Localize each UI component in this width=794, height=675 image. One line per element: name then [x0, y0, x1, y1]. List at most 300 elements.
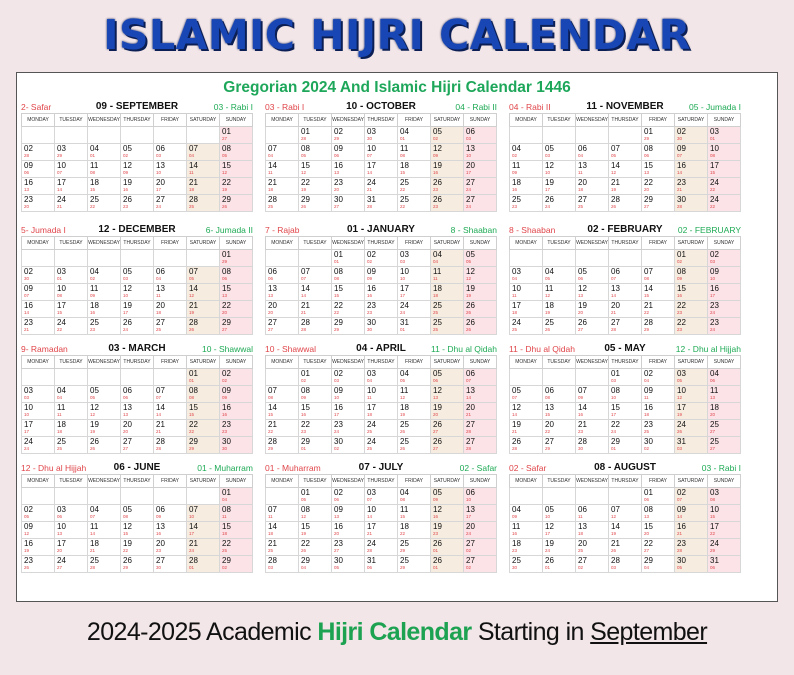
gregorian-day: 17 [57, 539, 66, 548]
gregorian-day: 06 [156, 267, 165, 276]
hijri-day: 22 [710, 204, 716, 209]
day-cell [398, 301, 431, 318]
gregorian-day: 19 [90, 420, 99, 429]
weekday-header: SUNDAY [220, 475, 253, 488]
hijri-day: 15 [545, 412, 551, 417]
hijri-day: 21 [466, 412, 472, 417]
hijri-day: 27 [334, 204, 340, 209]
footer-underlined: September [590, 618, 708, 646]
gregorian-day: 07 [644, 267, 653, 276]
hijri-day: 17 [611, 412, 617, 417]
hijri-month-end-label: 03 - Rabi I [213, 102, 253, 112]
day-cell [55, 144, 88, 161]
day-cell [121, 161, 154, 178]
hijri-day: 22 [268, 429, 274, 434]
gregorian-day: 14 [268, 161, 277, 170]
hijri-day: 19 [611, 531, 617, 536]
day-cell [332, 556, 365, 573]
gregorian-day: 04 [57, 386, 66, 395]
hijri-day: 24 [710, 327, 716, 332]
gregorian-day: 14 [189, 284, 198, 293]
gregorian-day: 07 [189, 144, 198, 153]
day-cell [708, 284, 741, 301]
gregorian-day: 25 [90, 195, 99, 204]
gregorian-day: 01 [222, 488, 231, 497]
hijri-day: 25 [578, 204, 584, 209]
hijri-day: 19 [189, 310, 195, 315]
month-block [21, 462, 253, 573]
hijri-day: 24 [466, 187, 472, 192]
hijri-day: 27 [123, 446, 129, 451]
hijri-day: 22 [400, 204, 406, 209]
hijri-day: 06 [24, 170, 30, 175]
hijri-day: 25 [222, 548, 228, 553]
weekday-header: SUNDAY [708, 114, 741, 127]
gregorian-day: 15 [301, 522, 310, 531]
gregorian-day: 15 [222, 161, 231, 170]
gregorian-day: 21 [189, 301, 198, 310]
gregorian-day: 20 [466, 522, 475, 531]
day-cell [121, 386, 154, 403]
day-cell [299, 420, 332, 437]
hijri-day: 28 [367, 204, 373, 209]
hijri-day: 15 [123, 531, 129, 536]
day-cell [365, 301, 398, 318]
hijri-day: 07 [156, 395, 162, 400]
day-cell [675, 267, 708, 284]
gregorian-day: 24 [57, 556, 66, 565]
hijri-day: 02 [677, 259, 683, 264]
gregorian-day: 29 [222, 195, 231, 204]
hijri-day: 09 [156, 514, 162, 519]
gregorian-day: 31 [367, 556, 376, 565]
gregorian-day: 20 [611, 301, 620, 310]
hijri-day: 24 [611, 429, 617, 434]
footer-text-2: Starting in [471, 618, 591, 646]
gregorian-day: 04 [400, 369, 409, 378]
gregorian-day: 26 [545, 195, 554, 204]
day-cell [22, 539, 55, 556]
gregorian-day: 03 [512, 267, 521, 276]
weekday-header: SATURDAY [187, 475, 220, 488]
day-cell [365, 144, 398, 161]
weekday-header: MONDAY [22, 237, 55, 250]
gregorian-day: 03 [710, 127, 719, 136]
day-cell [187, 505, 220, 522]
day-cell [398, 522, 431, 539]
day-cell [464, 267, 497, 284]
hijri-day: 29 [57, 153, 63, 158]
gregorian-day: 31 [677, 437, 686, 446]
hijri-day: 19 [90, 429, 96, 434]
gregorian-day: 05 [123, 144, 132, 153]
day-cell [464, 178, 497, 195]
gregorian-day: 17 [400, 284, 409, 293]
hijri-day: 27 [222, 327, 228, 332]
gregorian-day: 30 [677, 195, 686, 204]
gregorian-day: 07 [611, 144, 620, 153]
day-cell [266, 369, 299, 386]
day-cell [576, 318, 609, 335]
weekday-header: FRIDAY [642, 237, 675, 250]
day-cell [154, 127, 187, 144]
gregorian-day: 03 [57, 267, 66, 276]
day-cell [365, 386, 398, 403]
hijri-day: 14 [156, 412, 162, 417]
day-cell [543, 127, 576, 144]
hijri-day: 21 [677, 187, 683, 192]
gregorian-day: 20 [578, 178, 587, 187]
day-cell [609, 161, 642, 178]
hijri-month-start-label: 7 - Rajab [265, 225, 300, 235]
hijri-day: 28 [367, 548, 373, 553]
gregorian-day: 01 [644, 488, 653, 497]
hijri-day: 17 [466, 514, 472, 519]
day-cell [88, 127, 121, 144]
day-cell [642, 539, 675, 556]
day-cell [220, 144, 253, 161]
day-cell [510, 301, 543, 318]
day-cell [464, 522, 497, 539]
gregorian-day: 26 [433, 556, 442, 565]
day-cell [266, 420, 299, 437]
month-name: 10 - OCTOBER [346, 101, 416, 112]
day-cell [266, 556, 299, 573]
month-block [21, 101, 253, 212]
day-cell [464, 250, 497, 267]
gregorian-day: 28 [268, 437, 277, 446]
gregorian-day: 30 [334, 437, 343, 446]
day-cell [220, 267, 253, 284]
day-cell [332, 437, 365, 454]
day-cell [675, 284, 708, 301]
month-header [509, 224, 741, 236]
hijri-day: 12 [466, 276, 472, 281]
hijri-day: 15 [400, 514, 406, 519]
hijri-day: 01 [301, 446, 307, 451]
day-cell [576, 556, 609, 573]
day-cell [398, 144, 431, 161]
day-cell [398, 127, 431, 144]
gregorian-day: 02 [644, 369, 653, 378]
gregorian-day: 16 [334, 161, 343, 170]
gregorian-day: 12 [123, 284, 132, 293]
hijri-day: 09 [512, 170, 518, 175]
gregorian-day: 26 [433, 195, 442, 204]
hijri-day: 10 [545, 514, 551, 519]
gregorian-day: 28 [578, 437, 587, 446]
gregorian-day: 22 [301, 178, 310, 187]
day-cell [332, 178, 365, 195]
gregorian-day: 18 [400, 403, 409, 412]
day-cell [121, 178, 154, 195]
gregorian-day: 17 [367, 522, 376, 531]
hijri-day: 13 [268, 293, 274, 298]
day-cell [365, 250, 398, 267]
gregorian-day: 24 [710, 178, 719, 187]
day-cell [576, 488, 609, 505]
day-cell [642, 127, 675, 144]
gregorian-day: 14 [189, 161, 198, 170]
day-cell [154, 369, 187, 386]
day-cell [431, 403, 464, 420]
gregorian-day: 05 [123, 505, 132, 514]
gregorian-day: 08 [334, 267, 343, 276]
day-cell [464, 386, 497, 403]
gregorian-day: 21 [189, 178, 198, 187]
gregorian-day: 05 [433, 488, 442, 497]
day-cell [675, 420, 708, 437]
day-cell [510, 556, 543, 573]
footer-text-1: 2024-2025 Academic [86, 618, 318, 646]
hijri-day: 12 [677, 395, 683, 400]
day-cell [299, 556, 332, 573]
day-cell [88, 403, 121, 420]
weekday-header: FRIDAY [154, 237, 187, 250]
gregorian-day: 10 [57, 161, 66, 170]
weekday-header: WEDNESDAY [88, 114, 121, 127]
day-cell [708, 556, 741, 573]
day-cell [609, 301, 642, 318]
day-cell [88, 437, 121, 454]
gregorian-day: 12 [466, 267, 475, 276]
gregorian-day: 31 [367, 195, 376, 204]
day-cell [22, 556, 55, 573]
hijri-day: 23 [90, 327, 96, 332]
month-header [21, 101, 253, 113]
day-cell [299, 301, 332, 318]
hijri-day: 22 [644, 310, 650, 315]
hijri-day: 13 [578, 293, 584, 298]
day-cell [431, 161, 464, 178]
day-cell [576, 284, 609, 301]
gregorian-day: 07 [301, 267, 310, 276]
gregorian-day: 23 [677, 178, 686, 187]
hijri-day: 26 [611, 204, 617, 209]
day-cell [332, 318, 365, 335]
hijri-day: 07 [90, 514, 96, 519]
day-cell [22, 195, 55, 212]
gregorian-day: 18 [545, 301, 554, 310]
day-cell [576, 127, 609, 144]
day-cell [398, 178, 431, 195]
gregorian-day: 03 [710, 488, 719, 497]
hijri-day: 06 [268, 276, 274, 281]
day-cell [431, 178, 464, 195]
hijri-day: 06 [367, 565, 373, 570]
gregorian-day: 08 [677, 267, 686, 276]
hijri-day: 14 [367, 170, 373, 175]
gregorian-day: 09 [24, 522, 33, 531]
hijri-month-end-label: 03 - Rabi I [701, 463, 741, 473]
day-cell [642, 369, 675, 386]
hijri-day: 15 [644, 293, 650, 298]
weekday-header: THURSDAY [365, 475, 398, 488]
day-cell [675, 301, 708, 318]
day-cell [299, 161, 332, 178]
hijri-day: 24 [400, 310, 406, 315]
weekday-header: TUESDAY [55, 237, 88, 250]
gregorian-day: 27 [156, 318, 165, 327]
day-cell [464, 161, 497, 178]
gregorian-day: 15 [301, 161, 310, 170]
hijri-day: 26 [301, 548, 307, 553]
weekday-header: FRIDAY [398, 114, 431, 127]
hijri-day: 29 [334, 327, 340, 332]
hijri-day: 27 [334, 548, 340, 553]
hijri-day: 05 [24, 514, 30, 519]
day-cell [675, 488, 708, 505]
day-cell [576, 539, 609, 556]
hijri-day: 06 [710, 378, 716, 383]
gregorian-day: 26 [433, 437, 442, 446]
hijri-day: 15 [400, 170, 406, 175]
hijri-day: 23 [677, 310, 683, 315]
day-cell [510, 195, 543, 212]
hijri-day: 11 [367, 395, 372, 400]
weekday-header: THURSDAY [609, 237, 642, 250]
day-cell [431, 437, 464, 454]
day-cell [708, 267, 741, 284]
gregorian-day: 15 [644, 161, 653, 170]
hijri-day: 15 [334, 293, 340, 298]
gregorian-day: 01 [222, 250, 231, 259]
hijri-day: 29 [222, 259, 228, 264]
gregorian-day: 03 [367, 369, 376, 378]
weekday-header: FRIDAY [154, 356, 187, 369]
hijri-day: 08 [57, 293, 63, 298]
hijri-day: 13 [334, 514, 340, 519]
day-cell [332, 127, 365, 144]
gregorian-day: 12 [545, 522, 554, 531]
gregorian-day: 18 [90, 178, 99, 187]
hijri-day: 24 [710, 310, 716, 315]
gregorian-day: 25 [400, 178, 409, 187]
day-cell [299, 178, 332, 195]
day-cell [55, 522, 88, 539]
weekday-header: FRIDAY [642, 114, 675, 127]
hijri-day: 06 [578, 276, 584, 281]
hijri-day: 18 [222, 531, 228, 536]
hijri-day: 25 [644, 429, 650, 434]
day-cell [22, 301, 55, 318]
hijri-day: 02 [301, 378, 307, 383]
day-cell [365, 556, 398, 573]
hijri-day: 22 [57, 327, 63, 332]
day-cell [464, 195, 497, 212]
day-cell [220, 178, 253, 195]
day-cell [708, 178, 741, 195]
hijri-day: 04 [578, 153, 584, 158]
gregorian-day: 19 [512, 420, 521, 429]
gregorian-day: 09 [334, 144, 343, 153]
hijri-day: 10 [156, 170, 162, 175]
day-cell [398, 556, 431, 573]
hijri-day: 11 [156, 293, 161, 298]
gregorian-day: 16 [334, 522, 343, 531]
weekday-header: SUNDAY [220, 114, 253, 127]
weekday-header: SUNDAY [464, 237, 497, 250]
day-cell [88, 250, 121, 267]
weekday-header: SATURDAY [431, 475, 464, 488]
gregorian-day: 04 [90, 144, 99, 153]
hijri-day: 22 [710, 531, 716, 536]
hijri-day: 24 [466, 531, 472, 536]
month-header [21, 343, 253, 355]
hijri-day: 06 [123, 395, 129, 400]
gregorian-day: 14 [268, 522, 277, 531]
hijri-day: 28 [466, 429, 472, 434]
hijri-day: 19 [466, 293, 472, 298]
hijri-day: 12 [301, 170, 307, 175]
weekday-header: SATURDAY [431, 114, 464, 127]
hijri-day: 16 [512, 531, 518, 536]
hijri-day: 29 [189, 446, 195, 451]
day-cell [431, 301, 464, 318]
day-cell [266, 301, 299, 318]
gregorian-day: 15 [189, 403, 198, 412]
hijri-day: 14 [512, 412, 518, 417]
gregorian-day: 25 [400, 539, 409, 548]
day-cell [642, 505, 675, 522]
month-block [265, 343, 497, 454]
gregorian-day: 23 [367, 301, 376, 310]
gregorian-day: 10 [677, 386, 686, 395]
hijri-day: 16 [367, 293, 373, 298]
day-cell [365, 284, 398, 301]
month-grid [21, 236, 253, 335]
hijri-day: 30 [222, 446, 228, 451]
hijri-day: 26 [400, 429, 406, 434]
day-cell [543, 437, 576, 454]
day-cell [88, 488, 121, 505]
weekday-header: SUNDAY [220, 237, 253, 250]
day-cell [464, 369, 497, 386]
hijri-month-end-label: 04 - Rabi II [455, 102, 497, 112]
gregorian-day: 08 [189, 386, 198, 395]
day-cell [510, 318, 543, 335]
hijri-day: 01 [433, 565, 439, 570]
hijri-day: 07 [677, 497, 683, 502]
gregorian-day: 25 [400, 420, 409, 429]
gregorian-day: 13 [268, 284, 277, 293]
day-cell [398, 284, 431, 301]
gregorian-day: 04 [90, 267, 99, 276]
month-header [21, 462, 253, 474]
gregorian-day: 11 [90, 522, 99, 531]
hijri-day: 21 [301, 310, 307, 315]
hijri-day: 24 [24, 446, 30, 451]
day-cell [708, 301, 741, 318]
day-cell [121, 539, 154, 556]
day-cell [187, 267, 220, 284]
day-cell [609, 178, 642, 195]
gregorian-day: 14 [301, 284, 310, 293]
hijri-day: 18 [578, 531, 584, 536]
gregorian-day: 21 [611, 178, 620, 187]
hijri-day: 01 [90, 153, 96, 158]
day-cell [510, 267, 543, 284]
gregorian-day: 01 [301, 369, 310, 378]
weekday-header: WEDNESDAY [332, 475, 365, 488]
gregorian-day: 22 [301, 420, 310, 429]
gregorian-day: 16 [24, 539, 33, 548]
hijri-day: 09 [367, 276, 373, 281]
hijri-day: 13 [710, 395, 716, 400]
hijri-day: 26 [222, 204, 228, 209]
weekday-header: WEDNESDAY [332, 114, 365, 127]
hijri-day: 09 [677, 276, 683, 281]
